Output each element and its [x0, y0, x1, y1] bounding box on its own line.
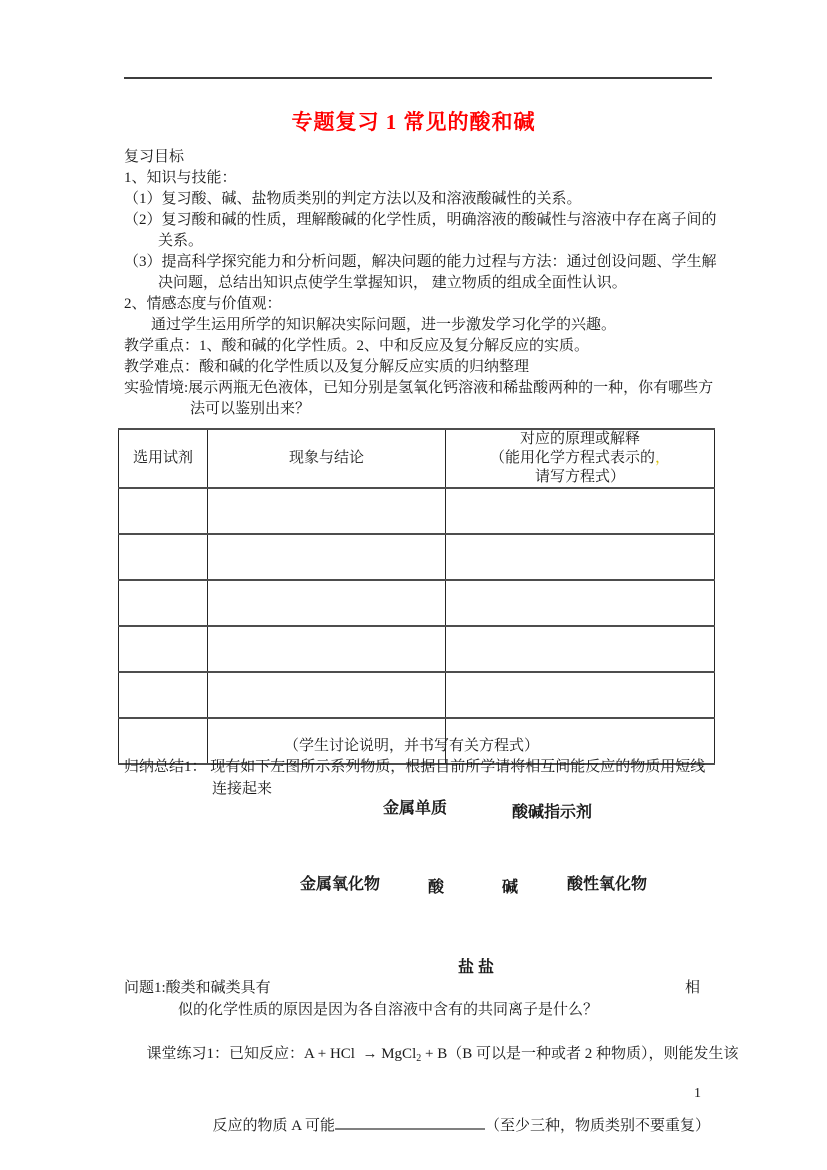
text-line-key-points: 教学重点：1、酸和碱的化学性质。2、中和反应及复分解反应的实质。	[124, 338, 590, 354]
exercise1-line2: 反应的物质 A 可能 （至少三种，物质类别不要重复）	[124, 1092, 716, 1159]
text-line-item3: （3）提高科学探究能力和分析问题，解决问题的能力过程与方法：通过创设问题、学生解	[124, 254, 717, 270]
text-line-item2-cont: 关系。	[158, 233, 204, 249]
table-cell	[119, 672, 208, 718]
text-line-experiment-cont: 法可以鉴别出来？	[190, 401, 311, 417]
table-header-reagent: 选用试剂	[119, 429, 208, 488]
question1-wrap-char: 相	[684, 980, 700, 996]
table-cell	[208, 534, 446, 580]
diagram-label-salt: 盐 盐	[458, 959, 495, 976]
diagram-label-indicator: 酸碱指示剂	[512, 804, 593, 821]
table-row	[119, 488, 715, 534]
diagram-label-metal: 金属单质	[383, 800, 448, 817]
diagram-label-acidic-oxide: 酸性氧化物	[567, 876, 648, 893]
table-row	[119, 534, 715, 580]
lesson-plan-text	[124, 147, 724, 420]
table-note: （学生讨论说明，并书写有关方程式）	[284, 738, 540, 754]
table-cell	[208, 488, 446, 534]
text-line-review-goal: 复习目标	[124, 149, 185, 165]
text-line-item3-cont: 决问题，总结出知识点使学生掌握知识， 建立物质的组成全面性认识。	[158, 275, 627, 291]
page-title: 专题复习 1 常见的酸和碱	[291, 110, 536, 134]
summary-line1: 归纳总结1： 现有如下左图所示系列物质，根据目前所学请将相互间能反应的物质用短线	[124, 759, 706, 775]
table-cell	[119, 534, 208, 580]
fill-in-blank	[335, 1114, 485, 1130]
exercise1-line1: 课堂练习1：已知反应：A + HCl → MgCl$_2$ + B（B 可以是一种或者 2 种物质），则能发生该	[146, 1046, 739, 1064]
table-header-row	[119, 429, 715, 488]
text-line-item2: （2）复习酸和碱的性质，理解酸碱的化学性质，明确溶液的酸碱性与溶液中存在离子间的	[124, 212, 717, 228]
text-line-knowledge-skills: 1、知识与技能：	[124, 170, 237, 186]
table-cell	[119, 488, 208, 534]
table-row	[119, 580, 715, 626]
summary-line2: 连接起来	[212, 781, 273, 797]
table-cell	[446, 580, 715, 626]
questions-block	[124, 977, 739, 1159]
diagram-label-acid: 酸	[428, 879, 445, 896]
formula-subscript: 2	[416, 1053, 422, 1064]
question1-text: 问题1:酸类和碱类具有	[124, 980, 271, 996]
diagram-label-metal-oxide: 金属氧化物	[300, 876, 381, 893]
table-cell	[119, 626, 208, 672]
table-cell	[446, 626, 715, 672]
reagent-table	[118, 428, 715, 765]
table-header-principle: 对应的原理或解释 （能用化学方程式表示的，请写方程式）	[446, 429, 715, 488]
header-rule	[124, 77, 712, 79]
table-row	[119, 672, 715, 718]
table-cell	[208, 672, 446, 718]
table-cell	[446, 672, 715, 718]
table-cell	[208, 626, 446, 672]
table-cell	[446, 534, 715, 580]
table-row	[119, 626, 715, 672]
table-cell	[208, 580, 446, 626]
text-line-emotion-values: 2、情感态度与价值观：	[124, 296, 282, 312]
question1-line1	[124, 977, 716, 999]
text-line-experiment: 实验情境:展示两瓶无色液体，已知分别是氢氧化钙溶液和稀盐酸两种的一种，你有哪些方	[124, 380, 714, 396]
question1-line2: 似的化学性质的原因是因为各自溶液中含有的共同离子是什么？	[178, 1002, 599, 1018]
text-line-item1: （1）复习酸、碱、盐物质类别的判定方法以及和溶液酸碱性的关系。	[124, 191, 582, 207]
diagram-label-base: 碱	[502, 879, 519, 896]
text-line-emotion-cont: 通过学生运用所学的知识解决实际问题，进一步激发学习化学的兴趣。	[151, 317, 617, 333]
highlighted-comma: ，	[655, 450, 671, 466]
table-cell	[119, 580, 208, 626]
table-header-phenomenon: 现象与结论	[208, 429, 446, 488]
table-cell	[446, 488, 715, 534]
page-number: 1	[694, 1086, 701, 1101]
text-line-difficulties: 教学难点：酸和碱的化学性质以及复分解反应实质的归纳整理	[124, 359, 530, 375]
